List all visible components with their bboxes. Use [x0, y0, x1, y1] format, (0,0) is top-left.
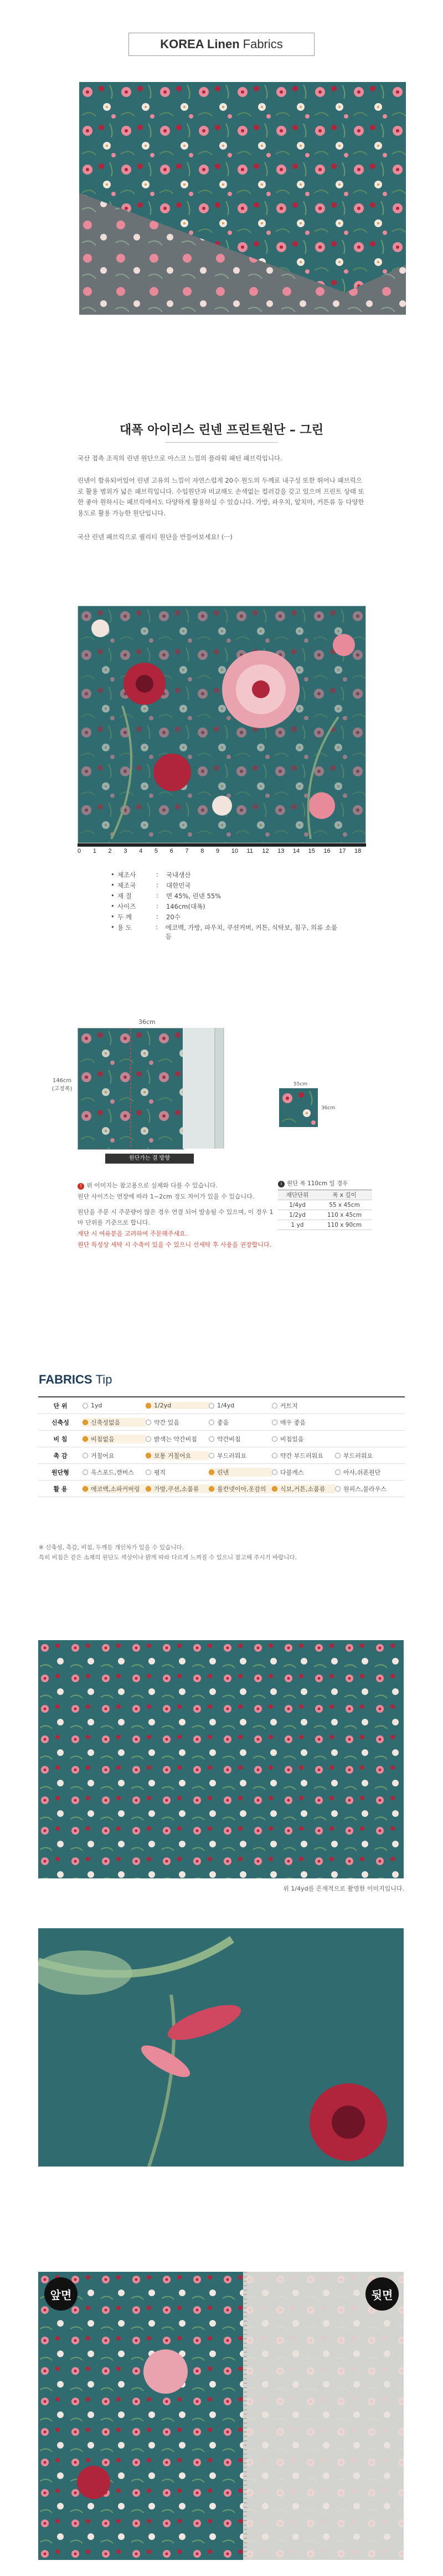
tip-row-label: 활 용: [53, 1485, 68, 1493]
tip-option-label: 식보,커튼,소품류: [280, 1485, 326, 1493]
ruler-tick-label: 14: [292, 848, 300, 854]
small-width-label: 55cm: [293, 1082, 308, 1087]
tip-footnote: ※ 신축성, 촉감, 비침, 두께등 개인차가 있을 수 있습니다. 특히 비침은 같은 소재의 원단도 색상이나 밝게 따라 다르게 느껴질 수 있으니 참고해 주시기 바랍니다.: [39, 1544, 297, 1561]
tip-option-label: 옥스포드,캔버스: [91, 1468, 134, 1476]
unchecked-dot-icon: [146, 1469, 151, 1475]
size-table-cell: 폭 x 길이: [332, 1192, 357, 1199]
ruler-tick-label: 16: [323, 848, 331, 854]
bullet-icon: •: [111, 881, 115, 889]
tip-row-label: 신축성: [51, 1418, 69, 1426]
spec-row: [111, 913, 343, 923]
info-icon: i: [278, 1181, 285, 1187]
tip-row: [38, 1481, 405, 1497]
tip-option: [209, 1451, 272, 1460]
checked-dot-icon: [146, 1453, 151, 1458]
spec-value: 대한민국: [166, 882, 191, 889]
tip-option-label: 1/4yd: [217, 1402, 235, 1409]
brand-bold: KOREA Linen: [160, 37, 240, 51]
unchecked-dot-icon: [335, 1486, 341, 1492]
tip-option-label: 약간 부드러워요: [280, 1452, 323, 1459]
cut-size-table: [278, 1179, 372, 1230]
tip-option: [83, 1484, 146, 1493]
unchecked-dot-icon: [209, 1436, 214, 1442]
tip-option: [83, 1451, 146, 1460]
unchecked-dot-icon: [209, 1453, 214, 1458]
tip-option: [146, 1484, 209, 1493]
ruler-tick-label: 4: [139, 848, 143, 854]
size-table-header: [278, 1190, 372, 1200]
ruler-tick-label: 8: [200, 848, 204, 854]
unchecked-dot-icon: [146, 1436, 151, 1442]
tip-option-label: 부드러워요: [343, 1452, 373, 1459]
brand-light: Fabrics: [243, 37, 283, 51]
tip-row-label: 원단형: [51, 1468, 69, 1476]
tip-row-label: 촉 감: [53, 1452, 68, 1459]
size-table-cell: 110 x 90cm: [327, 1221, 362, 1228]
ruler-tick-label: 11: [246, 848, 253, 854]
spec-colon: :: [156, 923, 158, 931]
fabrics-tip-heading: FABRICS Tip: [39, 1372, 112, 1386]
spec-row: [111, 881, 343, 892]
ruler-tick-label: 1: [92, 848, 96, 854]
tip-option: [146, 1451, 209, 1460]
tip-option: [272, 1484, 335, 1493]
unchecked-dot-icon: [209, 1420, 214, 1425]
tip-option: [335, 1484, 398, 1493]
hero-fabric-image: [79, 82, 406, 315]
tip-option: [335, 1468, 398, 1477]
tip-option-label: 비침없음: [91, 1435, 115, 1443]
ruler-tick-label: 6: [169, 848, 173, 854]
title-divider: [165, 442, 278, 443]
size-table-row: [278, 1200, 372, 1210]
spec-colon: :: [156, 881, 158, 889]
tip-row: [38, 1414, 405, 1431]
ruler-tick-label: 0: [78, 848, 81, 854]
tip-row: [38, 1464, 405, 1481]
tip-option: [209, 1418, 272, 1427]
ruler-tick-label: 12: [262, 848, 269, 854]
ruler-tick-label: 7: [185, 848, 189, 854]
tip-option: [209, 1484, 272, 1493]
ruler-tick-label: 9: [216, 848, 220, 854]
ruler-tick-label: 13: [277, 848, 285, 854]
unchecked-dot-icon: [335, 1469, 341, 1475]
tip-option: [209, 1435, 272, 1443]
front-badge: 앞면: [44, 2277, 78, 2311]
tip-option-label: 약간 있음: [154, 1418, 180, 1426]
fabric-front-photo: [38, 2272, 243, 2560]
checked-dot-icon: [209, 1469, 214, 1475]
small-height-label: 36cm: [321, 1105, 336, 1111]
spec-value: 에코백, 가방, 파우치, 쿠션커버, 커튼, 식탁보, 침구, 의류 소품 등: [165, 924, 338, 940]
spec-value: 국내생산: [166, 871, 191, 879]
ruler-tick-label: 18: [354, 848, 362, 854]
bullet-icon: •: [111, 892, 115, 899]
spec-row: [111, 870, 343, 881]
tip-option: [83, 1418, 146, 1427]
spec-key: 용 도: [117, 924, 132, 931]
unchecked-dot-icon: [272, 1453, 277, 1458]
tip-option: [146, 1418, 209, 1427]
spec-key: 두 께: [117, 913, 132, 921]
tip-row: [38, 1447, 405, 1464]
tip-option: [272, 1435, 335, 1443]
size-table-row: [278, 1210, 372, 1220]
tip-option-label: 매우 좋음: [280, 1418, 306, 1426]
tip-option-label: 가방,쿠션,소품류: [154, 1485, 199, 1493]
tip-option: [272, 1468, 335, 1477]
spec-row: [111, 923, 343, 940]
checked-dot-icon: [146, 1486, 151, 1492]
tip-option: [83, 1402, 146, 1409]
unchecked-dot-icon: [335, 1453, 341, 1458]
ruler-tick-label: 3: [123, 848, 127, 854]
ruler-tick-label: 2: [108, 848, 112, 854]
unchecked-dot-icon: [209, 1403, 214, 1409]
tip-row: [38, 1431, 405, 1447]
checked-dot-icon: [272, 1486, 277, 1492]
height-label: 146cm (고정폭): [51, 1078, 73, 1092]
bullet-icon: •: [111, 923, 115, 931]
tip-option: [272, 1401, 335, 1410]
ruler-tick-label: 15: [308, 848, 315, 854]
tip-option-label: 신축성없음: [91, 1418, 121, 1426]
checked-dot-icon: [83, 1486, 88, 1492]
spec-colon: :: [156, 870, 158, 878]
unchecked-dot-icon: [272, 1436, 277, 1442]
tip-option: [272, 1418, 335, 1427]
bullet-icon: •: [111, 902, 115, 910]
unchecked-dot-icon: [272, 1469, 277, 1475]
spec-colon: :: [156, 892, 158, 899]
tip-option-label: 다블게스: [280, 1468, 304, 1476]
tip-row: [38, 1397, 405, 1414]
tip-option-label: 보통 거칠어요: [154, 1452, 192, 1459]
size-table-cell: 55 x 45cm: [329, 1201, 360, 1208]
fabrics-tip-table: [38, 1396, 405, 1497]
ruler-tick-label: 5: [154, 848, 158, 854]
bullet-icon: •: [111, 913, 115, 920]
ruler-tick-label: 17: [339, 848, 346, 854]
spec-key: 재 질: [117, 892, 132, 900]
fabric-photo-full: [38, 1640, 404, 1878]
direction-label: 원단가는 결 방향: [105, 1154, 194, 1164]
spec-value: 면 45%, 린넨 55%: [166, 892, 222, 900]
tip-option: [83, 1435, 146, 1443]
size-table-cell: 1 yd: [291, 1221, 304, 1228]
unchecked-dot-icon: [146, 1420, 151, 1425]
note-line-4: 재단 시 여유분을 고려하여 주문해주세요.: [78, 1230, 188, 1238]
fabric-roll-tail: [183, 1028, 227, 1149]
note-line-3: 원단을 주문 시 주문량이 많은 경우 연결 되어 발송될 수 있으며, 이 경우 1마 단위를 기준으로 합니다.: [78, 1208, 274, 1227]
checked-dot-icon: [83, 1436, 88, 1442]
fabric-roll-diagram: [78, 1028, 184, 1150]
size-table-row: [278, 1220, 372, 1230]
size-table-cell: 110 x 45cm: [327, 1211, 362, 1218]
spec-value: 20수: [166, 913, 181, 921]
tip-option-label: 비침있음: [280, 1435, 304, 1443]
tip-option: [209, 1402, 272, 1409]
checked-dot-icon: [83, 1420, 88, 1425]
unchecked-dot-icon: [83, 1403, 88, 1409]
checked-dot-icon: [146, 1403, 151, 1409]
tip-option-label: 린넨: [217, 1468, 229, 1476]
spec-key: 제조국: [117, 882, 136, 889]
diagram-notes: [78, 1180, 277, 1251]
unchecked-dot-icon: [272, 1420, 277, 1425]
tip-option-label: 평직: [154, 1468, 166, 1476]
photo-caption: 위 1/4yd를 은재적으로 촬영한 이미지입니다.: [283, 1885, 404, 1892]
alert-icon: !: [78, 1183, 84, 1190]
spec-list: [111, 870, 343, 940]
tip-option: [272, 1451, 335, 1460]
intro-paragraph-3: 국산 린넨 패브릭으로 퀄리티 원단을 만들어보세요! (ㅡ): [78, 533, 233, 541]
tip-option-label: 거칠어요: [91, 1452, 115, 1459]
tip-row-label: 단 위: [53, 1402, 68, 1410]
tip-option: [83, 1468, 146, 1477]
size-table-cell: 재단단위: [286, 1192, 309, 1199]
spec-value: 146cm(대폭): [166, 903, 205, 910]
tip-option-label: 1yd: [91, 1402, 102, 1409]
size-ruler: [78, 843, 366, 854]
tip-option: [146, 1435, 209, 1443]
small-swatch-image: [279, 1088, 318, 1127]
spec-key: 사이즈: [117, 903, 136, 910]
tip-option-label: 커트지: [280, 1402, 298, 1410]
spec-colon: :: [156, 913, 158, 920]
tip-option-label: 아사,쉬폰원단: [343, 1468, 381, 1476]
tip-option: [146, 1402, 209, 1409]
tip-option-label: 원피스,블라우스: [343, 1485, 387, 1493]
tip-option: [335, 1451, 398, 1460]
tip-option-label: 1/2yd: [154, 1402, 172, 1409]
size-table-cell: 1/2yd: [289, 1211, 306, 1218]
checked-dot-icon: [209, 1486, 214, 1492]
intro-paragraph-1: 국산 접촉 조직의 린넨 원단으로 아스코 느낌의 플라워 패턴 패브릭입니다.: [78, 454, 282, 462]
note-line-5: 원단 특성상 세탁 시 수축이 있을 수 있으니 선세탁 후 사용을 권장합니다.: [78, 1241, 272, 1248]
tip-option-label: 부드러워요: [217, 1452, 247, 1459]
tip-option-label: 약간비침: [217, 1435, 241, 1443]
intro-paragraph-2: 린넨이 함유되어있어 린넨 고유의 느낌이 자연스럽게 20수 원도의 두께로 내구성 또한 뛰어나 패브릭으로 활용 범위가 넓은 패브릭입니다. 수입원단과 비교해도 손색없는 컬러감을 갖고 있으며 프린트 상태 또한 좋아 원하시는 패브릭에서도 다양하게 활용하실 수 있습니다. 가방, 파우치, 앞치마, 커튼류 등 다양한 용도로 활용 가능한 원단입니다.: [78, 477, 364, 517]
product-title: 대폭 아이리스 린넨 프린트원단 – 그린: [119, 423, 324, 437]
tip-option-label: 밝색는 약간비침: [154, 1435, 197, 1443]
back-badge: 뒷면: [365, 2277, 399, 2311]
tip-option-label: 에코백,소파커버링: [91, 1485, 140, 1493]
ruler-tick-label: 10: [231, 848, 239, 854]
tip-option: [146, 1468, 209, 1477]
bullet-icon: •: [111, 870, 115, 878]
unchecked-dot-icon: [272, 1403, 277, 1409]
note-line-1: ! 위 이미지는 참고용으로 실제와 다를 수 있습니다.: [78, 1180, 277, 1191]
brand-title: [128, 33, 315, 56]
tip-option-label: 롤칸넷이아,옷감의: [217, 1485, 266, 1493]
tip-option-label: 좋음: [217, 1418, 229, 1426]
note-line-2: 원단 사이즈는 연장에 따라 1~2cm 정도 차이가 있을 수 있습니다.: [78, 1192, 255, 1200]
unchecked-dot-icon: [83, 1469, 88, 1475]
spec-key: 제조사: [117, 871, 136, 879]
fabric-swatch-image: [78, 606, 366, 843]
spec-row: [111, 902, 343, 913]
fabric-photo-closeup: [38, 1928, 404, 2167]
tip-option: [209, 1468, 272, 1477]
spec-colon: :: [156, 902, 158, 910]
size-table-cell: 1/4yd: [289, 1201, 306, 1208]
size-table-title: 원단 폭 110cm 일 경우: [287, 1180, 348, 1187]
unchecked-dot-icon: [83, 1453, 88, 1458]
fabric-back-photo: [243, 2272, 404, 2560]
spec-row: [111, 892, 343, 902]
tip-row-label: 비 침: [53, 1435, 68, 1443]
